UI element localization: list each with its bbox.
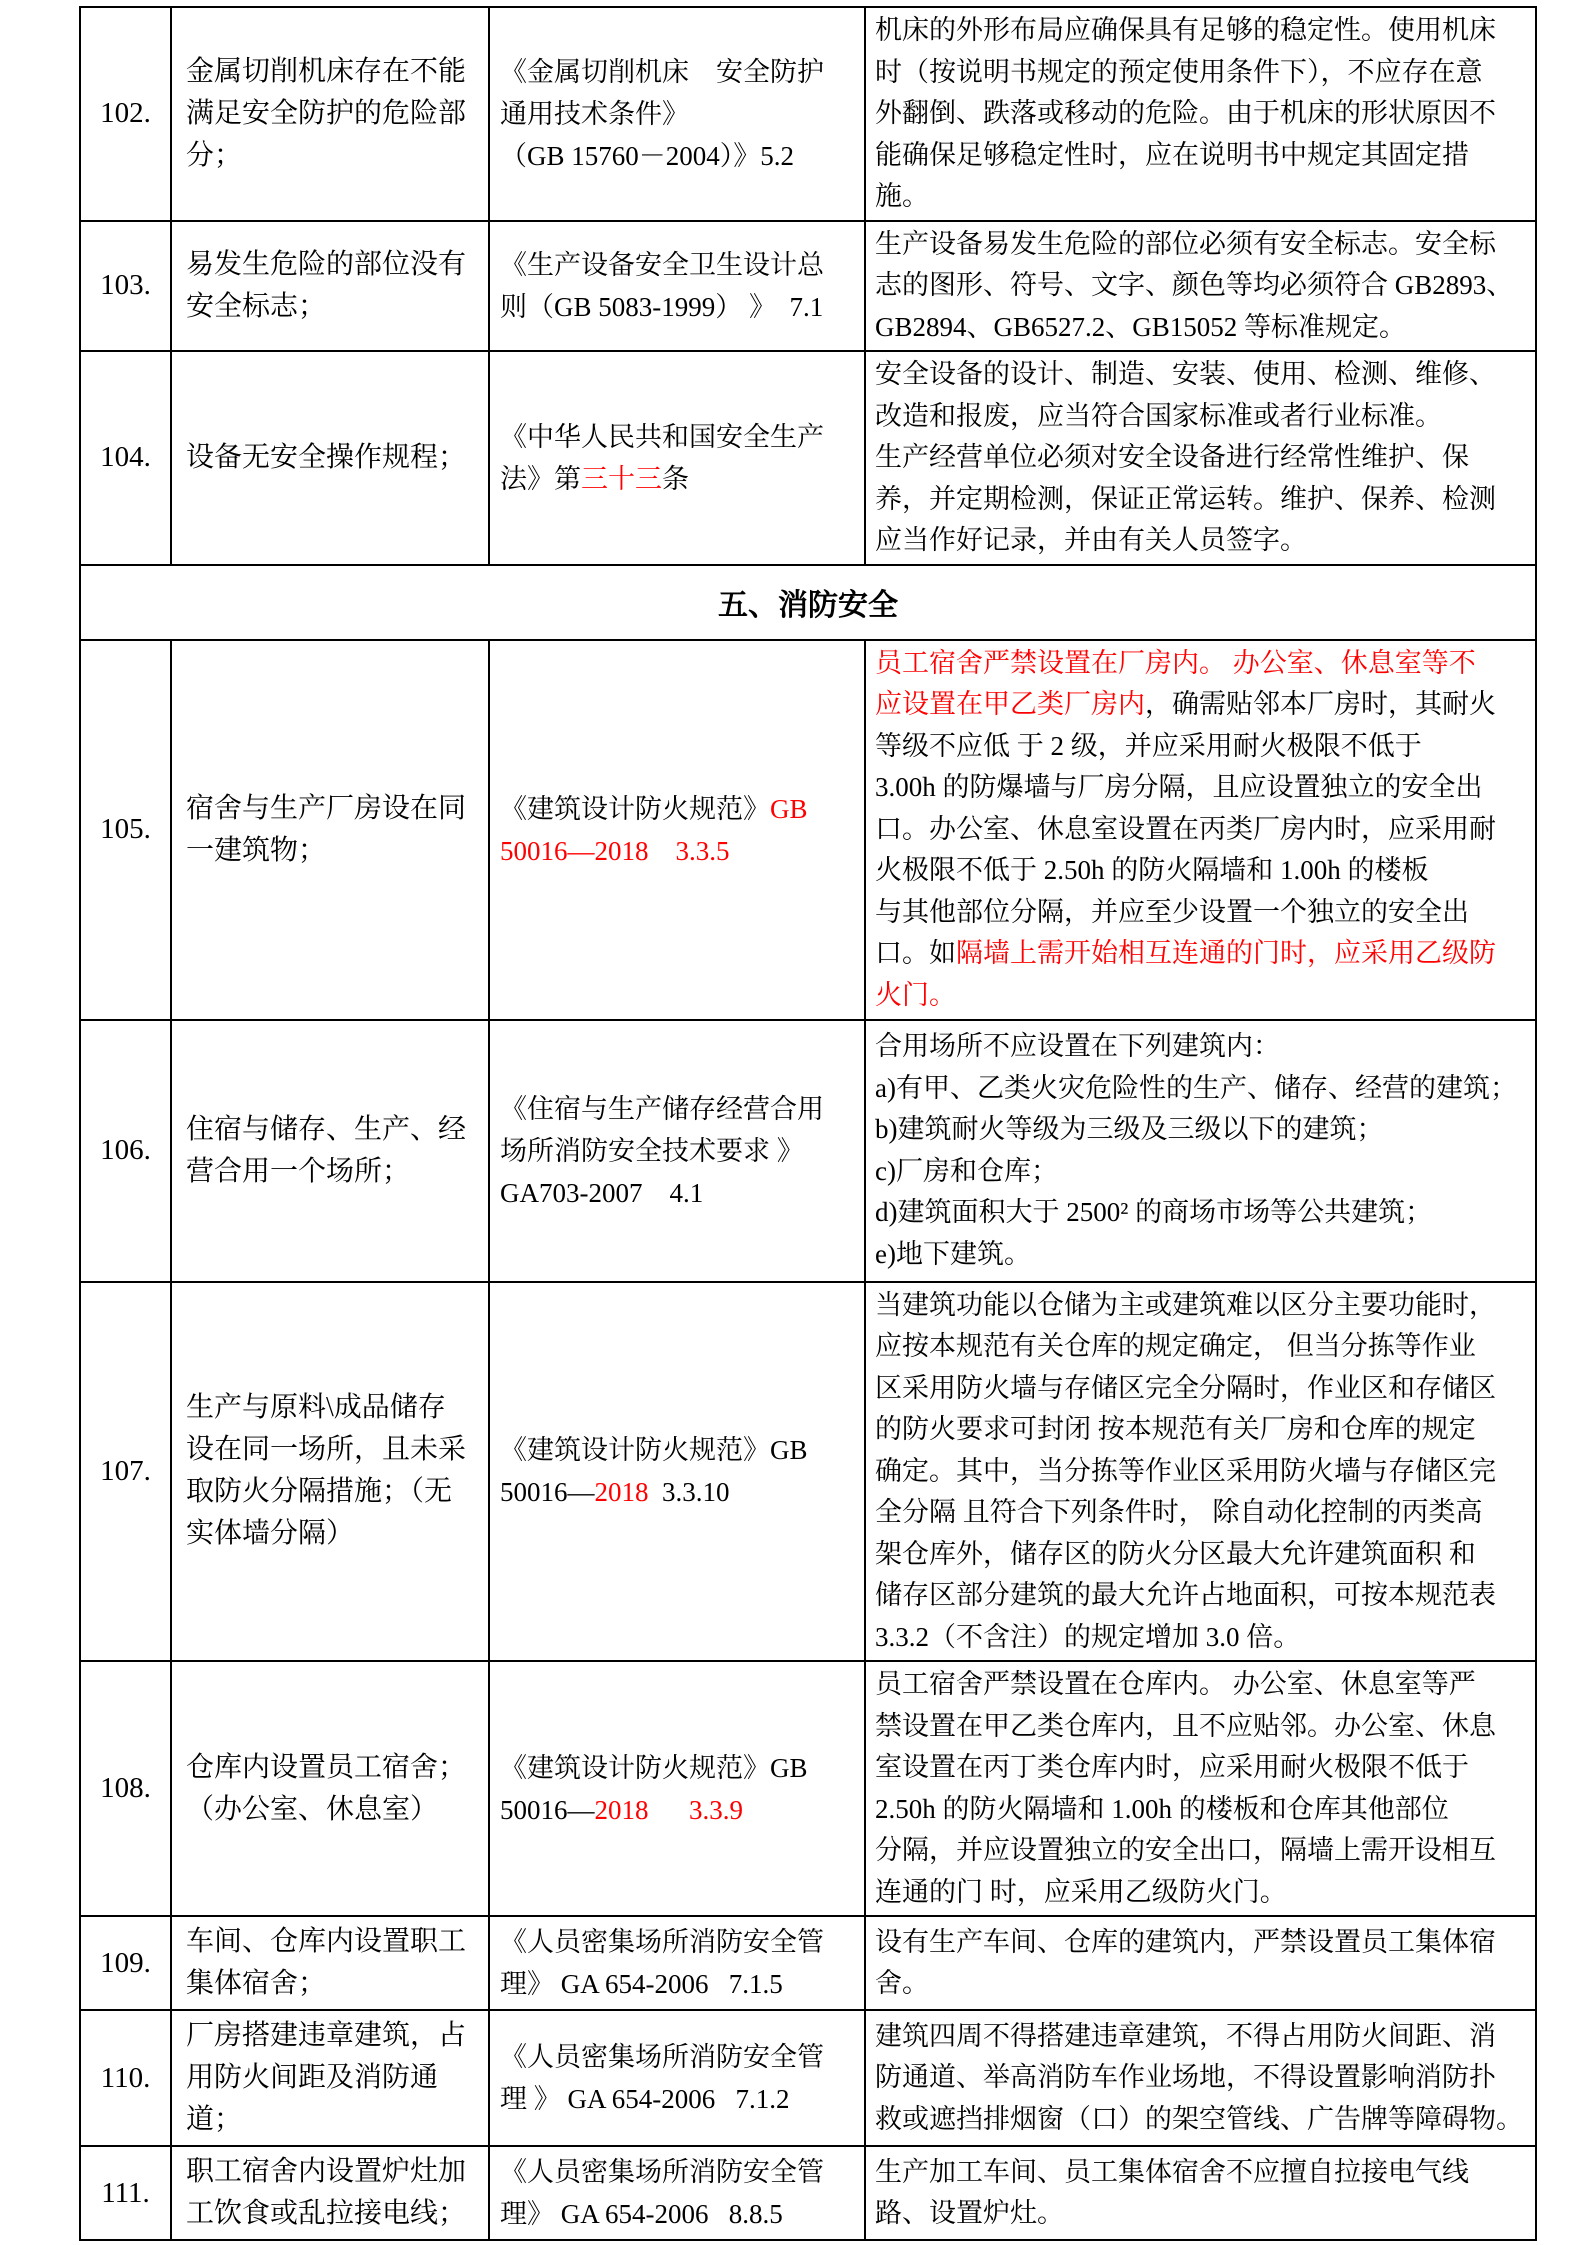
detail-cell bbox=[865, 1020, 1536, 1282]
issue-cell bbox=[171, 1661, 489, 1916]
text-segment: 109. bbox=[100, 1946, 151, 1979]
issue-cell bbox=[171, 1916, 489, 2010]
issue-cell bbox=[171, 7, 489, 221]
highlighted-text: 2018 bbox=[594, 1477, 649, 1508]
table-row bbox=[80, 1282, 1536, 1662]
text-segment: 103. bbox=[100, 269, 151, 302]
text-segment: 金属切削机床存在不能 满足安全防护的危险部 分； bbox=[186, 55, 467, 171]
text-segment: 仓库内设置员工宿舍； （办公室、休息室） bbox=[186, 1751, 467, 1825]
text-segment: 当建筑功能以仓储为主或建筑难以区分主要功能时， 应按本规范有关仓库的规定确定， 但当分拣等作业 区采用防火墙与存储区完全分隔时，作业区和存储区 的防火要求可封闭 按本规范有关厂房和仓库的规定 确定。其中，当分拣等作业区采用防火墙与存储区完 全分隔 且符合下列条件时， 除自动化控制的丙类高 架仓库外，储存区的防火分区最大允许建筑面积 和 储存区部分建筑的最大允许占地面积，可按本规范表 3.3.2（不含注）的规定增加 3.0 倍。 bbox=[875, 1289, 1496, 1652]
regulation-cell bbox=[489, 351, 865, 565]
text-segment: 建筑四周不得搭建违章建筑，不得占用防火间距、消 防通道、举高消防车作业场地，不得设置影响消防扑 救或遮挡排烟窗（口）的架空管线、广告牌等障碍物。 bbox=[875, 2020, 1523, 2134]
text-segment: 《建筑设计防火规范》 bbox=[500, 793, 770, 824]
text-segment: 《人员密集场所消防安全管 理》 GA 654-2006 7.1.5 bbox=[500, 1927, 824, 1999]
text-segment: 《建筑设计防火规范》GB 50016— bbox=[500, 1435, 808, 1508]
text-segment: 106. bbox=[100, 1134, 151, 1166]
highlighted-text: GB 50016—2018 3.3.5 bbox=[500, 793, 808, 866]
text-segment: 易发生危险的部位没有 安全标志； bbox=[186, 248, 467, 322]
text-segment: 设有生产车间、仓库的建筑内，严禁设置员工集体宿 舍。 bbox=[875, 1926, 1496, 1998]
issue-cell bbox=[171, 640, 489, 1020]
text-segment: 102. bbox=[100, 97, 151, 130]
highlighted-text: 3.3.9 bbox=[689, 1794, 743, 1825]
detail-cell bbox=[865, 1661, 1536, 1916]
detail-cell bbox=[865, 7, 1536, 221]
row-number bbox=[80, 1916, 171, 2010]
text-segment: 机床的外形布局应确保具有足够的稳定性。使用机床 时（按说明书规定的预定使用条件下），不应存在意 外翻倒、跌落或移动的危险。由于机床的形状原因不 能确保足够稳定性时，应在说明书中规定其固定措 施。 bbox=[875, 15, 1496, 211]
text-segment: 宿舍与生产厂房设在同 一建筑物； bbox=[186, 792, 467, 866]
detail-cell bbox=[865, 2010, 1536, 2146]
issue-cell bbox=[171, 1020, 489, 1282]
detail-cell bbox=[865, 640, 1536, 1020]
text-segment: 职工宿舍内设置炉灶加 工饮食或乱拉接电线； bbox=[186, 2156, 467, 2229]
text-segment: 生产与原料\成品储存 设在同一场所，且未采 取防火分隔措施；（无 实体墙分隔） bbox=[186, 1392, 467, 1550]
table-row bbox=[80, 7, 1536, 221]
section-header: 五、消防安全 bbox=[80, 565, 1536, 640]
text-segment: 设备无安全操作规程； bbox=[186, 441, 467, 473]
text-segment: 《人员密集场所消防安全管 理》 GA 654-2006 8.8.5 bbox=[500, 2157, 824, 2229]
text-segment: ，确需贴邻本厂房时，其耐火 等级不应低 于 2 级，并应采用耐火极限不低于 3.00h 的防爆墙与厂房分隔，且应设置独立的安全出 口。办公室、休息室设置在丙类厂房内时，应采用耐 火极限不低于 2.50h 的防火隔墙和 1.00h 的楼板 与其他部位分隔，并应至少设置一个独立的安全出 口。如 bbox=[875, 689, 1496, 969]
detail-cell bbox=[865, 2146, 1536, 2240]
issue-cell bbox=[171, 1282, 489, 1662]
text-segment: 107. bbox=[100, 1454, 151, 1487]
regulation-cell bbox=[489, 2146, 865, 2240]
table-row bbox=[80, 1661, 1536, 1916]
highlighted-text: 员工宿舍严禁设置在厂房内。 办公室、休息室等不 应设置在甲乙类厂房内 bbox=[875, 647, 1476, 720]
regulation-cell bbox=[489, 1661, 865, 1916]
highlighted-text: 2018 bbox=[594, 1794, 649, 1825]
rules-table-body bbox=[80, 7, 1536, 2240]
issue-cell bbox=[171, 221, 489, 352]
text-segment: 105. bbox=[100, 813, 151, 845]
table-row bbox=[80, 221, 1536, 352]
text-segment: 111. bbox=[101, 2176, 150, 2209]
regulation-cell bbox=[489, 1916, 865, 2010]
text-segment: 生产设备易发生危险的部位必须有安全标志。安全标 志的图形、符号、文字、颜色等均必须符合 GB2893、 GB2894、GB6527.2、GB15052 等标准规定。 bbox=[875, 228, 1514, 342]
table-row bbox=[80, 2146, 1536, 2240]
table-row bbox=[80, 1916, 1536, 2010]
row-number bbox=[80, 2146, 171, 2240]
text-segment: 生产加工车间、员工集体宿舍不应擅自拉接电气线 路、设置炉灶。 bbox=[875, 2156, 1469, 2228]
text-segment: 条 bbox=[662, 463, 689, 494]
detail-cell bbox=[865, 1282, 1536, 1662]
safety-hazard-table bbox=[79, 6, 1537, 2241]
row-number bbox=[80, 7, 171, 221]
text-segment: 《建筑设计防火规范》GB 50016— bbox=[500, 1752, 808, 1825]
detail-cell bbox=[865, 1916, 1536, 2010]
text-segment: 108. bbox=[100, 1772, 151, 1804]
text-segment: 安全设备的设计、制造、安装、使用、检测、维修、 改造和报废，应当符合国家标准或者行业标准。 生产经营单位必须对安全设备进行经常性维护、保 养，并定期检测，保证正常运转。维护、保养、检测 应当作好记录，并由有关人员签字。 bbox=[875, 359, 1496, 555]
row-number bbox=[80, 1020, 171, 1282]
text-segment: 员工宿舍严禁设置在仓库内。 办公室、休息室等严 禁设置在甲乙类仓库内，且不应贴邻。办公室、休息 室设置在丙丁类仓库内时，应采用耐火极限不低于 2.50h 的防火隔墙和 1.00h 的楼板和仓库其他部位 分隔，并应设置独立的安全出口，隔墙上需开设相互 连通的门 时，应采用乙级防火门。 bbox=[875, 1669, 1496, 1907]
table-row bbox=[80, 2010, 1536, 2146]
detail-cell bbox=[865, 351, 1536, 565]
row-number bbox=[80, 351, 171, 565]
row-number bbox=[80, 221, 171, 352]
row-number bbox=[80, 1282, 171, 1662]
table-row bbox=[80, 1020, 1536, 1282]
row-number bbox=[80, 2010, 171, 2146]
text-segment: 104. bbox=[100, 441, 151, 474]
table-row bbox=[80, 640, 1536, 1020]
text-segment: 合用场所不应设置在下列建筑内： a)有甲、乙类火灾危险性的生产、储存、经营的建筑； b)建筑耐火等级为三级及三级以下的建筑； c)厂房和仓库； d)建筑面积大于 2500² 的商场市场等公共建筑； e)地下建筑。 bbox=[875, 1031, 1517, 1269]
text-segment: 住宿与储存、生产、经 营合用一个场所； bbox=[186, 1113, 467, 1187]
regulation-cell bbox=[489, 2010, 865, 2146]
regulation-cell bbox=[489, 7, 865, 221]
text-segment: 《住宿与生产储存经营合用 场所消防安全技术要求 》 GA703-2007 4.1 bbox=[500, 1093, 824, 1208]
row-number bbox=[80, 1661, 171, 1916]
highlighted-text: 三十三 bbox=[581, 463, 662, 494]
issue-cell bbox=[171, 2146, 489, 2240]
text-segment: 《金属切削机床 安全防护 通用技术条件》 （GB 15760－2004）》5.2 bbox=[500, 56, 824, 171]
section-row bbox=[80, 565, 1536, 640]
regulation-cell bbox=[489, 1020, 865, 1282]
text-segment: 3.3.10 bbox=[648, 1477, 730, 1508]
issue-cell bbox=[171, 351, 489, 565]
text-segment: 车间、仓库内设置职工 集体宿舍； bbox=[186, 1926, 467, 1999]
text-segment bbox=[649, 1795, 690, 1825]
text-segment: 《生产设备安全卫生设计总 则（GB 5083-1999） 》 7.1 bbox=[500, 249, 824, 322]
row-number bbox=[80, 640, 171, 1020]
table-row bbox=[80, 351, 1536, 565]
issue-cell bbox=[171, 2010, 489, 2146]
regulation-cell bbox=[489, 1282, 865, 1662]
regulation-cell bbox=[489, 640, 865, 1020]
regulation-cell bbox=[489, 221, 865, 352]
detail-cell bbox=[865, 221, 1536, 352]
text-segment: 《人员密集场所消防安全管 理 》 GA 654-2006 7.1.2 bbox=[500, 2042, 824, 2114]
highlighted-text: 隔墙上需开始相互连通的门时，应采用乙级防 火门。 bbox=[875, 938, 1496, 1010]
text-segment: 厂房搭建违章建筑，占 用防火间距及消防通 道； bbox=[186, 2020, 467, 2135]
text-segment: 110. bbox=[100, 2061, 151, 2094]
text-segment: 《中华人民共和国安全生产 法》第 bbox=[500, 421, 824, 494]
